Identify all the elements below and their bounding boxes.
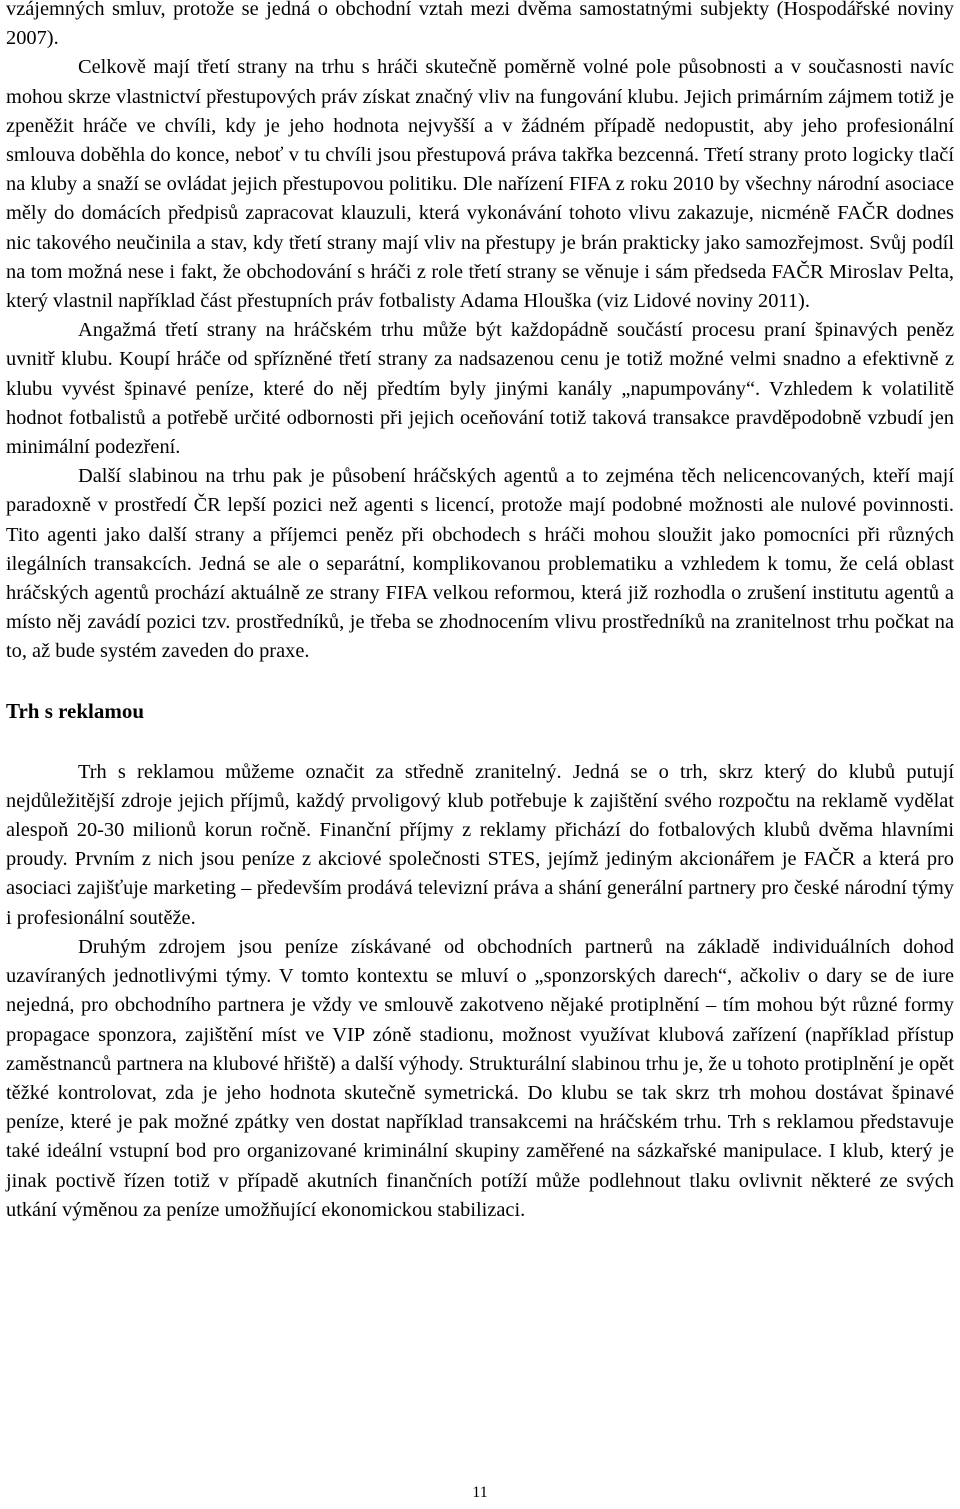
page-number: 11 <box>472 1484 488 1501</box>
paragraph-5: Trh s reklamou můžeme označit za středně zranitelný. Jedná se o trh, skrz který do klubů putují nejdůležitější zdroje jejich příjmů, každý prvoligový klub potřebuje k zajištění svého rozpočtu na reklamě vydělat alespoň 20-30 milionů korun ročně. Finanční příjmy z reklamy přichází do fotbalových klubů dvěma hlavními proudy. Prvním z nich jsou peníze z akciové společnosti STES, jejímž jediným akcionářem je FAČR a která pro asociaci zajišťuje marketing – především prodává televizní práva a shání generální partnery pro české národní týmy i profesionální soutěže. <box>6 760 954 929</box>
section-heading: Trh s reklamou <box>6 698 145 723</box>
paragraph-2: Celkově mají třetí strany na trhu s hráči skutečně poměrně volné pole působnosti a v současnosti navíc mohou skrze vlastnictví přestupových práv získat značný vliv na fungování klubu. Jejich primárním zájmem totiž je zpeněžit hráče ve chvíli, kdy je jeho hodnota nejvyšší a v žádném případě nedopustit, aby jeho profesionální smlouva doběhla do konce, neboť v tu chvíli jsou přestupová práva takřka bezcenná. Třetí strany proto logicky tlačí na kluby a snaží se ovládat jejich přestupovou politiku. Dle nařízení FIFA z roku 2010 by všechny národní asociace měly do domácích předpisů zapracovat klauzuli, která vykonávání tohoto vlivu zakazuje, nicméně FAČR dodnes nic takového neučinila a stav, kdy třetí strany mají vliv na přestupy je brán prakticky jako samozřejmost. Svůj podíl na tom možná nese i fakt, že obchodování s hráči z role třetí strany se věnuje i sám předseda FAČR Miroslav Pelta, který vlastnil například část přestupních práv fotbalisty Adama Hlouška (viz Lidové noviny 2011). <box>6 56 954 313</box>
paragraph-6: Druhým zdrojem jsou peníze získávané od obchodních partnerů na základě individuálních dohod uzavíraných jednotlivými týmy. V tomto kontextu se mluví o „sponzorských darech“, ačkoliv o dary se de iure nejedná, pro obchodního partnera je vždy ve smlouvě zakotveno nějaké protiplnění – tím mohou být různé formy propagace sponzora, zajištění míst ve VIP zóně stadionu, možnost využívat klubová zařízení (například přístup zaměstnanců partnera na klubové hřiště) a další výhody. Strukturální slabinou trhu je, že u tohoto protiplnění je opět těžké kontrolovat, zda je jeho hodnota skutečně symetrická. Do klubu se tak skrz trh mohou dostávat špinavé peníze, které je pak možné zpátky ven dostat například transakcemi na hráčském trhu. Trh s reklamou představuje také ideální vstupní bod pro organizované kriminální skupiny zaměřené na sázkařské manipulace. I klub, který je jinak poctivě řízen totiž v případě akutních finančních potíží může podlehnout tlaku ovlivnit některé ze svých utkání výměnou za peníze umožňující ekonomickou stabilizaci. <box>6 935 954 1221</box>
document-page <box>6 0 954 1225</box>
paragraph-3: Angažmá třetí strany na hráčském trhu může být každopádně součástí procesu praní špinavých peněz uvnitř klubu. Koupí hráče od spřízněné třetí strany za nadsazenou cenu je totiž možné velmi snadno a efektivně z klubu vyvést špinavé peníze, které do něj předtím byly jinými kanály „napumpovány“. Vzhledem k volatilitě hodnot fotbalistů a potřebě určité odbornosti při jejich oceňování totiž taková transakce pravděpodobně vzbudí jen minimální podezření. <box>6 319 954 459</box>
paragraph-4: Další slabinou na trhu pak je působení hráčských agentů a to zejména těch nelicencovaných, kteří mají paradoxně v prostředí ČR lepší pozici než agenti s licencí, protože mají podobné možnosti ale nulové povinnosti. Tito agenti jako další strany a příjemci peněz při obchodech s hráči mohou sloužit jako pomocníci při různých ilegálních transakcích. Jedná se ale o separátní, komplikovanou problematiku a vzhledem k tomu, že celá oblast hráčských agentů prochází aktuálně ze strany FIFA velkou reformou, která již rozhodla o zrušení institutu agentů a místo něj zavádí pozici tzv. prostředníků, je třeba se zhodnocením vlivu prostředníků na zranitelnost trhu počkat na to, až bude systém zaveden do praxe. <box>6 465 954 663</box>
paragraph-1: vzájemných smluv, protože se jedná o obchodní vztah mezi dvěma samostatnými subjekty (Hospodářské noviny 2007). <box>6 0 954 50</box>
